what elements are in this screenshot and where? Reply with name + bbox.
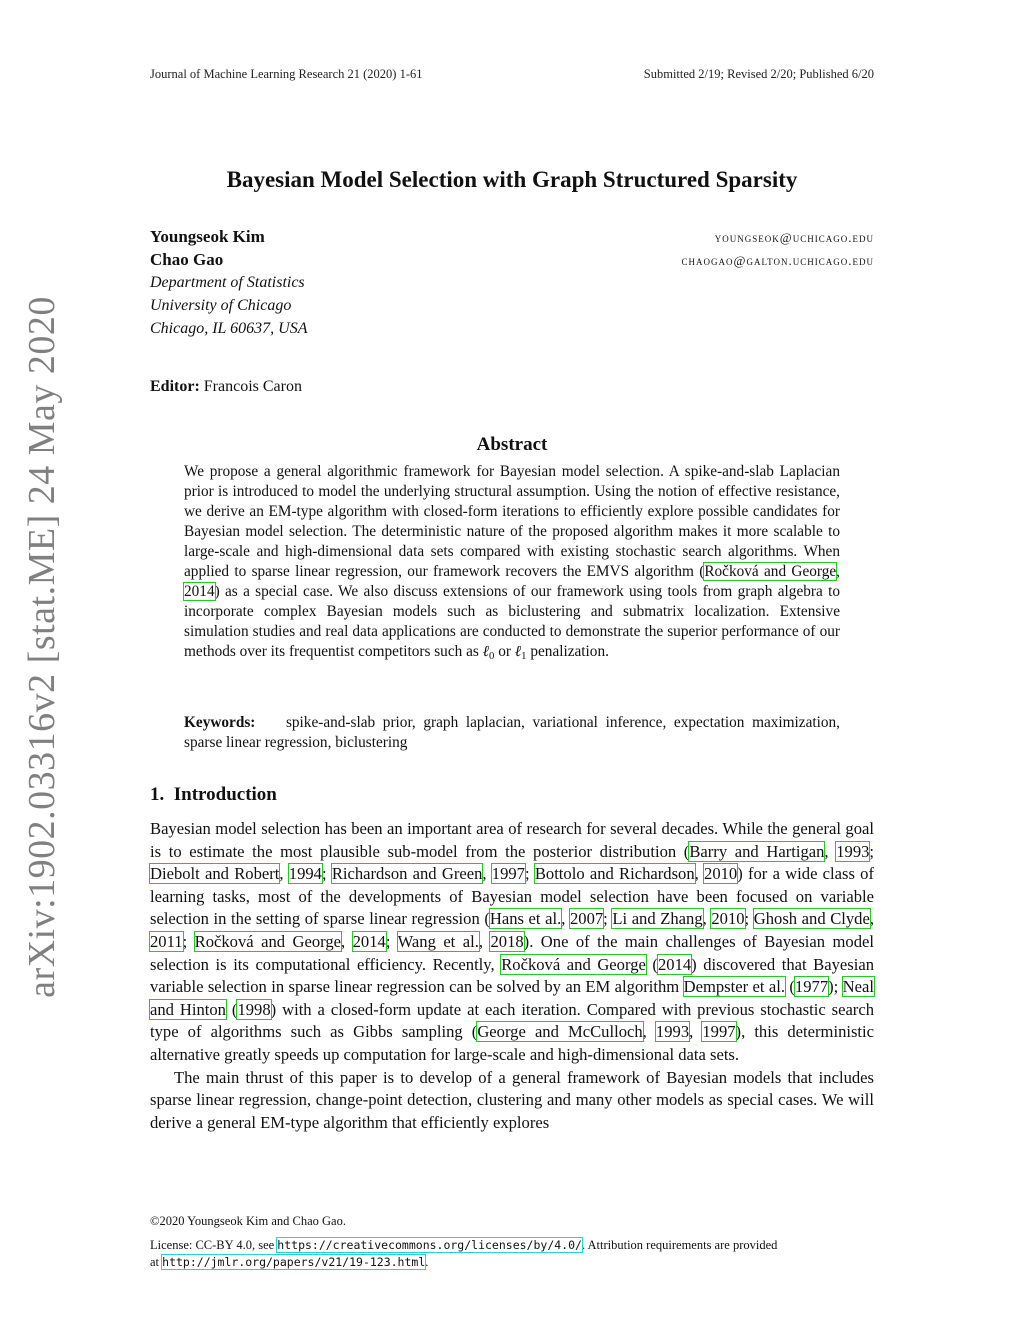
copyright-line: ©2020 Youngseok Kim and Chao Gao. xyxy=(150,1214,346,1228)
intro-text: , xyxy=(694,864,705,884)
citation-link[interactable]: 1993 xyxy=(655,1022,690,1042)
author-name-2: Chao Gao xyxy=(150,250,224,269)
intro-text: ; xyxy=(744,909,754,929)
citation-link[interactable]: 1977 xyxy=(794,977,829,997)
abstract-text: penalization. xyxy=(526,643,609,660)
citation-link[interactable]: Richardson and Green xyxy=(331,864,483,884)
intro-text: , xyxy=(478,931,491,951)
author-email-2[interactable]: chaogao@galton.uchicago.edu xyxy=(681,253,874,268)
intro-text: ); xyxy=(828,977,843,997)
keywords xyxy=(184,713,840,753)
keywords-label: Keywords: xyxy=(184,714,256,731)
math-symbol: ℓ xyxy=(514,643,522,660)
intro-text: ( xyxy=(785,977,795,997)
intro-text: , xyxy=(341,931,353,951)
paper-url-link[interactable]: http://jmlr.org/papers/v21/19-123.html xyxy=(162,1255,426,1269)
abstract-text: or xyxy=(494,643,515,660)
intro-text: ; xyxy=(385,931,398,951)
citation-link[interactable]: 1993 xyxy=(836,841,870,861)
paper-title: Bayesian Model Selection with Graph Structured Sparsity xyxy=(226,167,798,192)
license-text: . xyxy=(425,1255,429,1269)
citation-link[interactable]: 1994 xyxy=(288,864,322,884)
section-title: Introduction xyxy=(173,784,277,805)
intro-text: , xyxy=(869,909,874,929)
citation-link[interactable]: 2010 xyxy=(711,909,745,929)
citation-year-link[interactable]: 2014 xyxy=(184,583,215,600)
affiliation-university: University of Chicago xyxy=(150,297,292,314)
author-email-1[interactable]: youngseok@uchicago.edu xyxy=(714,230,874,245)
license-text: at xyxy=(150,1255,163,1269)
intro-text: , xyxy=(279,864,289,884)
affiliation-address: Chicago, IL 60637, USA xyxy=(150,320,308,337)
editor-line xyxy=(150,378,302,396)
affiliation-department: Department of Statistics xyxy=(150,274,305,291)
citation-link[interactable]: 1997 xyxy=(491,864,525,884)
citation-link[interactable]: Hans et al. xyxy=(489,909,562,929)
intro-text: ) for a wide class of learning tasks, most of the developments of Bayesian model selection have been focused on variable selection in the setting of sparse linear regression ( xyxy=(150,864,874,929)
abstract-text: ) as a special case. We also discuss extensions of our framework using tools from graph algebra to incorporate complex Bayesian models such as biclustering and submatrix localization. Extensive simulation studies and real data applications are conducted to demonstrate the superior performance of our methods over its frequentist competitors such as xyxy=(184,583,840,660)
intro-paragraph-2: The main thrust of this paper is to develop of a general framework of Bayesian models that includes sparse linear regression, change-point detection, clustering and many other models as special cases. We will derive a general EM-type algorithm that efficiently explores xyxy=(150,1067,874,1132)
citation-link[interactable]: Ročková and George xyxy=(704,563,837,580)
intro-text: ( xyxy=(645,954,658,974)
submission-dates: Submitted 2/19; Revised 2/20; Published 6/20 xyxy=(643,67,874,81)
citation-link[interactable]: Bottolo and Richardson xyxy=(534,864,695,884)
license-url-link[interactable]: https://creativecommons.org/licenses/by/4.0/ xyxy=(277,1238,582,1252)
intro-text: , xyxy=(561,909,570,929)
citation-link[interactable]: Diebolt and Robert xyxy=(150,864,280,884)
intro-text: , xyxy=(702,909,712,929)
journal-header: Journal of Machine Learning Research 21 (2020) 1-61 xyxy=(150,67,423,81)
intro-text: , xyxy=(689,1022,703,1042)
abstract-body: We propose a general algorithmic framework for Bayesian model selection. A spike-and-slab Laplacian prior is introduced to model the underlying structural assumption. Using the notion of effective resistance, we derive an EM-type algorithm with closed-form iterations to efficiently explore possible candidates for Bayesian model selection. The deterministic nature of the proposed algorithm makes it more scalable to large-scale and high-dimensional data sets compared with existing stochastic search algorithms. When applied to sparse linear regression, our framework recovers the EMVS algorithm (Ročková and George, 2014) as a special case. We also discuss extensions of our framework using tools from graph algebra to incorporate complex Bayesian models such as biclustering and submatrix localization. Extensive simulation studies and real data applications are conducted to demonstrate the superior performance of our methods over its frequentist competitors such as ℓ$_0$ or ℓ$_1$ penalization. xyxy=(184,463,840,662)
intro-text: ), this deterministic alternative greatly speeds up computation for large-scale and high-dimensional data sets. xyxy=(150,1022,875,1064)
abstract-text: We propose a general algorithmic framework for Bayesian model selection. A spike-and-slab Laplacian prior is introduced to model the underlying structural assumption. Using the notion of effective resistance, we derive an EM-type algorithm with closed-form iterations to efficiently explore possible candidates for Bayesian model selection. The deterministic nature of the proposed algorithm makes it more scalable to large-scale and high-dimensional data sets compared with existing stochastic search algorithms. When applied to sparse linear regression, our framework recovers the EMVS algorithm ( xyxy=(184,463,840,580)
citation-link[interactable]: 2014 xyxy=(352,931,386,951)
citation-link[interactable]: George and McCulloch xyxy=(477,1022,643,1042)
author-name-1: Youngseok Kim xyxy=(150,227,265,246)
citation-link[interactable]: Ročková and George xyxy=(194,931,342,951)
intro-text: , xyxy=(824,841,837,861)
license-text: . Attribution requirements are provided xyxy=(581,1238,778,1252)
editor-name: Francois Caron xyxy=(203,378,302,395)
section-heading xyxy=(150,784,277,806)
intro-text: Bayesian model selection has been an important area of research for several decades. While the general goal is to estimate the most plausible sub-model from the posterior distribution ( xyxy=(150,819,874,861)
intro-text: ; xyxy=(182,931,195,951)
intro-text: ; xyxy=(603,909,613,929)
keywords-text: spike-and-slab prior, graph laplacian, variational inference, expectation maximization, sparse linear regression, biclustering xyxy=(184,714,840,751)
citation-link[interactable]: Barry and Hartigan xyxy=(689,841,825,861)
math-subscript: 1 xyxy=(521,650,527,662)
citation-link[interactable]: Li and Zhang xyxy=(612,909,703,929)
citation-link[interactable]: 2010 xyxy=(704,864,738,884)
abstract-heading: Abstract xyxy=(476,434,548,455)
citation-link[interactable]: 2007 xyxy=(569,909,604,929)
citation-link[interactable]: Ročková and George xyxy=(501,954,646,974)
license-text: License: CC-BY 4.0, see xyxy=(150,1238,278,1252)
math-symbol: ℓ xyxy=(482,643,490,660)
citation-link[interactable]: 1997 xyxy=(702,1022,736,1042)
license-note xyxy=(150,1237,874,1271)
intro-paragraph-1 xyxy=(150,818,874,1067)
editor-label: Editor: xyxy=(150,378,200,395)
intro-text: ) with a closed-form update at each iteration. Compared with previous stochastic search type of algorithms such as Gibbs sampling ( xyxy=(150,999,874,1042)
citation-link[interactable]: Dempster et al. xyxy=(683,977,785,997)
citation-link[interactable]: Neal and Hinton xyxy=(150,977,874,1019)
intro-text: , xyxy=(642,1022,656,1042)
section-number: 1. xyxy=(150,784,165,805)
intro-text: , xyxy=(482,864,492,884)
citation-link[interactable]: 2018 xyxy=(490,931,524,951)
citation-link[interactable]: 2011 xyxy=(150,931,183,951)
intro-text: ; xyxy=(321,864,332,884)
intro-text: ) discovered that Bayesian variable selection in sparse linear regression can be solved by an EM algorithm xyxy=(150,954,874,997)
introduction-body xyxy=(150,818,874,1134)
citation-link[interactable]: 1998 xyxy=(237,999,271,1019)
math-subscript: 0 xyxy=(489,650,495,662)
intro-text: ; xyxy=(869,841,875,861)
citation-link[interactable]: Wang et al. xyxy=(397,931,479,951)
intro-text: ( xyxy=(225,999,238,1019)
intro-text: ). One of the main challenges of Bayesian model selection is its computational efficiency. Recently, xyxy=(150,931,875,974)
citation-link[interactable]: Ghosh and Clyde xyxy=(753,909,870,929)
intro-text: ; xyxy=(524,864,535,884)
arxiv-stamp: arXiv:1902.03316v2 [stat.ME] 24 May 2020 xyxy=(21,296,63,998)
citation-link[interactable]: 2014 xyxy=(657,954,692,974)
